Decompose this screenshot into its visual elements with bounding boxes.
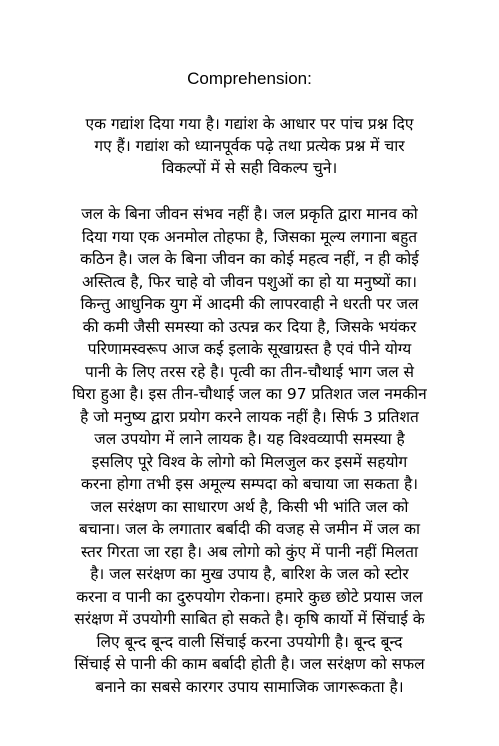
passage-line: बचाना। जल के लगातार बर्बादी की वजह से जमीन में जल का bbox=[78, 520, 421, 538]
passage-line: कठिन है। जल के बिना जीवन का कोई महत्व नहीं, न ही कोई bbox=[80, 250, 419, 268]
passage-line: सिंचाई से पानी की काम बर्बादी होती है। जल सरंक्षण को सफल bbox=[74, 655, 425, 673]
passage-line: घिरा हुआ है। इस तीन-चौथाई जल का 97 प्रतिशत जल नमकीन bbox=[72, 385, 427, 403]
passage-line: किन्तु आधुनिक युग में आदमी की लापरवाही ने धरती पर जल bbox=[80, 295, 419, 313]
passage-line: जल उपयोग में लाने लायक है। यह विश्वव्यापी समस्या है bbox=[94, 430, 405, 448]
passage-line: सरंक्षण में उपयोगी साबित हो सकते है। कृषि कार्यो में सिंचाई के bbox=[74, 610, 425, 628]
instructions-line: विकल्पों में से सही विकल्प चुने। bbox=[161, 159, 338, 177]
instructions-text bbox=[4, 113, 495, 179]
passage-text bbox=[4, 203, 495, 698]
page-heading: Comprehension: bbox=[187, 69, 312, 88]
passage-line: दिया गया एक अनमोल तोहफा है, जिसका मूल्य लगाना बहुत bbox=[81, 227, 418, 246]
passage-line: है। जल सरंक्षण का मुख उपाय है, बारिश के जल को स्टोर bbox=[90, 565, 409, 583]
passage-line: लिए बून्द बून्द वाली सिंचाई करना उपयोगी है। बून्द बून्द bbox=[96, 632, 403, 651]
passage-line: परिणामस्वरूप आज कई इलाके सूखाग्रस्त है एवं पीने योग्य bbox=[87, 340, 412, 358]
passage-line: पानी के लिए तरस रहे है। पृत्वी का तीन-चौथाई भाग जल से bbox=[85, 362, 414, 381]
passage-line: बनाने का सबसे कारगर उपाय सामाजिक जागरूकता है। bbox=[95, 677, 404, 696]
instructions-line: एक गद्यांश दिया गया है। गद्यांश के आधार पर पांच प्रश्न दिए bbox=[85, 115, 414, 133]
passage-line: स्तर गिरता जा रहा है। अब लोगो को कुंए में पानी नहीं मिलता bbox=[80, 542, 418, 561]
passage-line: करना होगा तभी इस अमूल्य सम्पदा को बचाया जा सकता है। bbox=[80, 475, 419, 493]
passage-line: जल के बिना जीवन संभव नहीं है। जल प्रकृति द्वारा मानव को bbox=[81, 205, 418, 223]
passage-line: है जो मनुष्य द्वारा प्रयोग करने लायक नहीं है। सिर्फ 3 प्रतिशत bbox=[80, 407, 419, 426]
passage-line: अस्तित्व है, फिर चाहे वो जीवन पशुओं का हो या मनुष्यों का। bbox=[81, 272, 418, 291]
passage-line: की कमी जैसी समस्या को उत्पन्न कर दिया है, जिसके भयंकर bbox=[82, 317, 417, 336]
passage-line: जल सरंक्षण का साधारण अर्थ है, किसी भी भांति जल को bbox=[90, 497, 409, 516]
passage-line: करना व पानी का दुरुपयोग रोकना। हमारे कुछ छोटे प्रयास जल bbox=[76, 587, 423, 606]
instructions-line: गए हैं। गद्यांश को ध्यानपूर्वक पढ़े तथा प्रत्येक प्रश्न में चार bbox=[94, 137, 405, 155]
passage-line: इसलिए पूरे विश्व के लोगो को मिलजुल कर इसमें सहयोग bbox=[91, 452, 408, 471]
